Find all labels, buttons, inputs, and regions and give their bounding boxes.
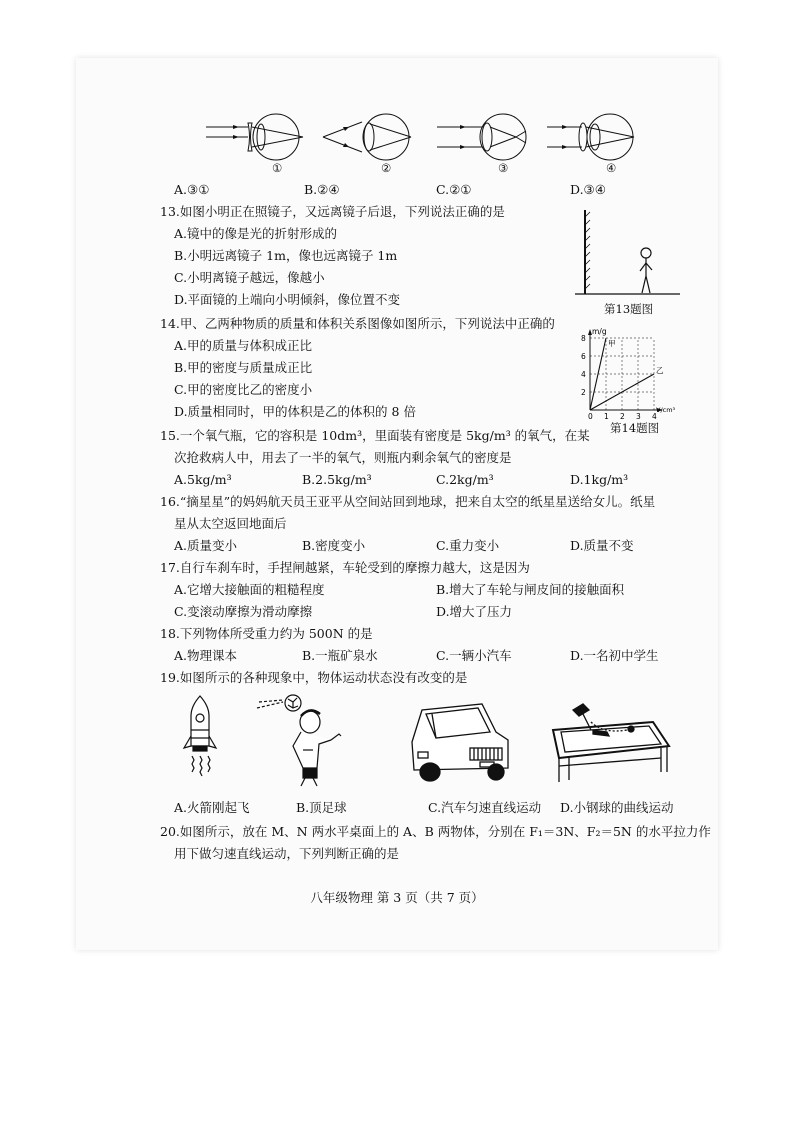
q16-line-2: 星从太空返回地面后 [174, 516, 287, 531]
steel-ball-table-illustration [545, 700, 675, 790]
q12-option-c: C.②① [436, 182, 472, 197]
q12-option-a: A.③① [174, 182, 210, 197]
q15-option-b: B.2.5kg/m³ [302, 472, 372, 487]
y-tick-label: 6 [581, 352, 586, 361]
q15-option-a: A.5kg/m³ [174, 472, 232, 487]
q19-stem: 19.如图所示的各种现象中，物体运动状态没有改变的是 [160, 670, 468, 685]
q14-option-d: D.质量相同时，甲的体积是乙的体积的 8 倍 [174, 404, 416, 419]
x-axis-label: V/cm³ [656, 406, 676, 414]
q14-option-b: B.甲的密度与质量成正比 [174, 360, 313, 375]
x-tick-label: 0 [588, 412, 593, 421]
q13-option-c: C.小明离镜子越远，像越小 [174, 270, 325, 285]
x-tick-label: 4 [652, 412, 657, 421]
q14-option-c: C.甲的密度比乙的密度小 [174, 382, 313, 397]
series-label-2: 乙 [656, 366, 664, 375]
q18-option-d: D.一名初中学生 [570, 648, 659, 663]
q13-option-d: D.平面镜的上端向小明倾斜，像位置不变 [174, 292, 401, 307]
eye-diagram-1 [206, 114, 303, 160]
q17-stem: 17.自行车刹车时，手捏闸越紧，车轮受到的摩擦力越大，这是因为 [160, 560, 530, 575]
q14-stem: 14.甲、乙两种物质的质量和体积关系图像如图所示，下列说法中正确的 [160, 316, 555, 331]
eye-diagram-2 [323, 114, 411, 160]
q18-option-c: C.一辆小汽车 [436, 648, 512, 663]
q18-stem: 18.下列物体所受重力约为 500N 的是 [160, 626, 373, 641]
x-tick-label: 2 [620, 412, 625, 421]
eye-label-2: ② [381, 161, 392, 175]
q16-option-b: B.密度变小 [302, 538, 366, 553]
eye-label-4: ④ [606, 161, 617, 175]
eye-diagram-3 [437, 114, 526, 160]
q14-figure-caption: 第14题图 [610, 421, 660, 435]
q17-option-a: A.它增大接触面的粗糙程度 [174, 582, 325, 597]
heading-football-illustration [255, 688, 355, 788]
q18-option-a: A.物理课本 [174, 648, 238, 663]
q19-option-d: D.小钢球的曲线运动 [560, 800, 674, 815]
q15-option-d: D.1kg/m³ [570, 472, 629, 487]
q12-option-b: B.②④ [304, 182, 340, 197]
y-tick-label: 2 [581, 388, 586, 397]
q20-line-2: 用下做匀速直线运动，下列判断正确的是 [174, 846, 400, 861]
q17-option-d: D.增大了压力 [436, 604, 513, 619]
chart-grid [590, 338, 654, 410]
car-illustration [404, 696, 514, 786]
mirror-figure [570, 208, 690, 298]
q13-figure-caption: 第13题图 [604, 302, 654, 316]
x-tick-label: 3 [636, 412, 641, 421]
q15-option-c: C.2kg/m³ [436, 472, 494, 487]
q14-option-a: A.甲的质量与体积成正比 [174, 338, 313, 353]
q13-stem: 13.如图小明正在照镜子，又远离镜子后退，下列说法正确的是 [160, 204, 505, 219]
mass-volume-chart [578, 326, 676, 421]
eye-label-1: ① [272, 161, 283, 175]
q19-option-b: B.顶足球 [296, 800, 347, 815]
q16-option-c: C.重力变小 [436, 538, 500, 553]
series-label-1: 甲 [608, 339, 616, 348]
y-tick-label: 8 [581, 334, 586, 343]
q19-option-a: A.火箭刚起飞 [174, 800, 250, 815]
rocket-illustration [180, 694, 220, 784]
q18-option-b: B.一瓶矿泉水 [302, 648, 378, 663]
q16-option-a: A.质量变小 [174, 538, 238, 553]
q16-option-d: D.质量不变 [570, 538, 634, 553]
q13-option-a: A.镜中的像是光的折射形成的 [174, 226, 338, 241]
y-tick-label: 4 [581, 370, 586, 379]
eye-diagram-4 [547, 114, 634, 160]
page-footer: 八年级物理 第 3 页（共 7 页） [310, 890, 484, 905]
q12-option-d: D.③④ [570, 182, 606, 197]
q16-line-1: 16.“摘星星”的妈妈航天员王亚平从空间站回到地球，把来自太空的纸星星送给女儿。纸星 [160, 494, 656, 509]
q15-line-1: 15.一个氧气瓶，它的容积是 10dm³，里面装有密度是 5kg/m³ 的氧气，在某 [160, 428, 590, 443]
y-axis-label: m/g [592, 327, 607, 336]
eye-diagrams-figure [0, 0, 794, 180]
q19-option-c: C.汽车匀速直线运动 [428, 800, 542, 815]
q20-line-1: 20.如图所示，放在 M、N 两水平桌面上的 A、B 两物体，分别在 F₁＝3N、F₂＝5N 的水平拉力作 [160, 824, 711, 839]
q17-option-b: B.增大了车轮与闸皮间的接触面积 [436, 582, 625, 597]
q15-line-2: 次抢救病人中，用去了一半的氧气，则瓶内剩余氧气的密度是 [174, 450, 512, 465]
q13-option-b: B.小明远离镜子 1m，像也远离镜子 1m [174, 248, 398, 263]
x-tick-label: 1 [604, 412, 609, 421]
q17-option-c: C.变滚动摩擦为滑动摩擦 [174, 604, 313, 619]
eye-label-3: ③ [498, 161, 509, 175]
